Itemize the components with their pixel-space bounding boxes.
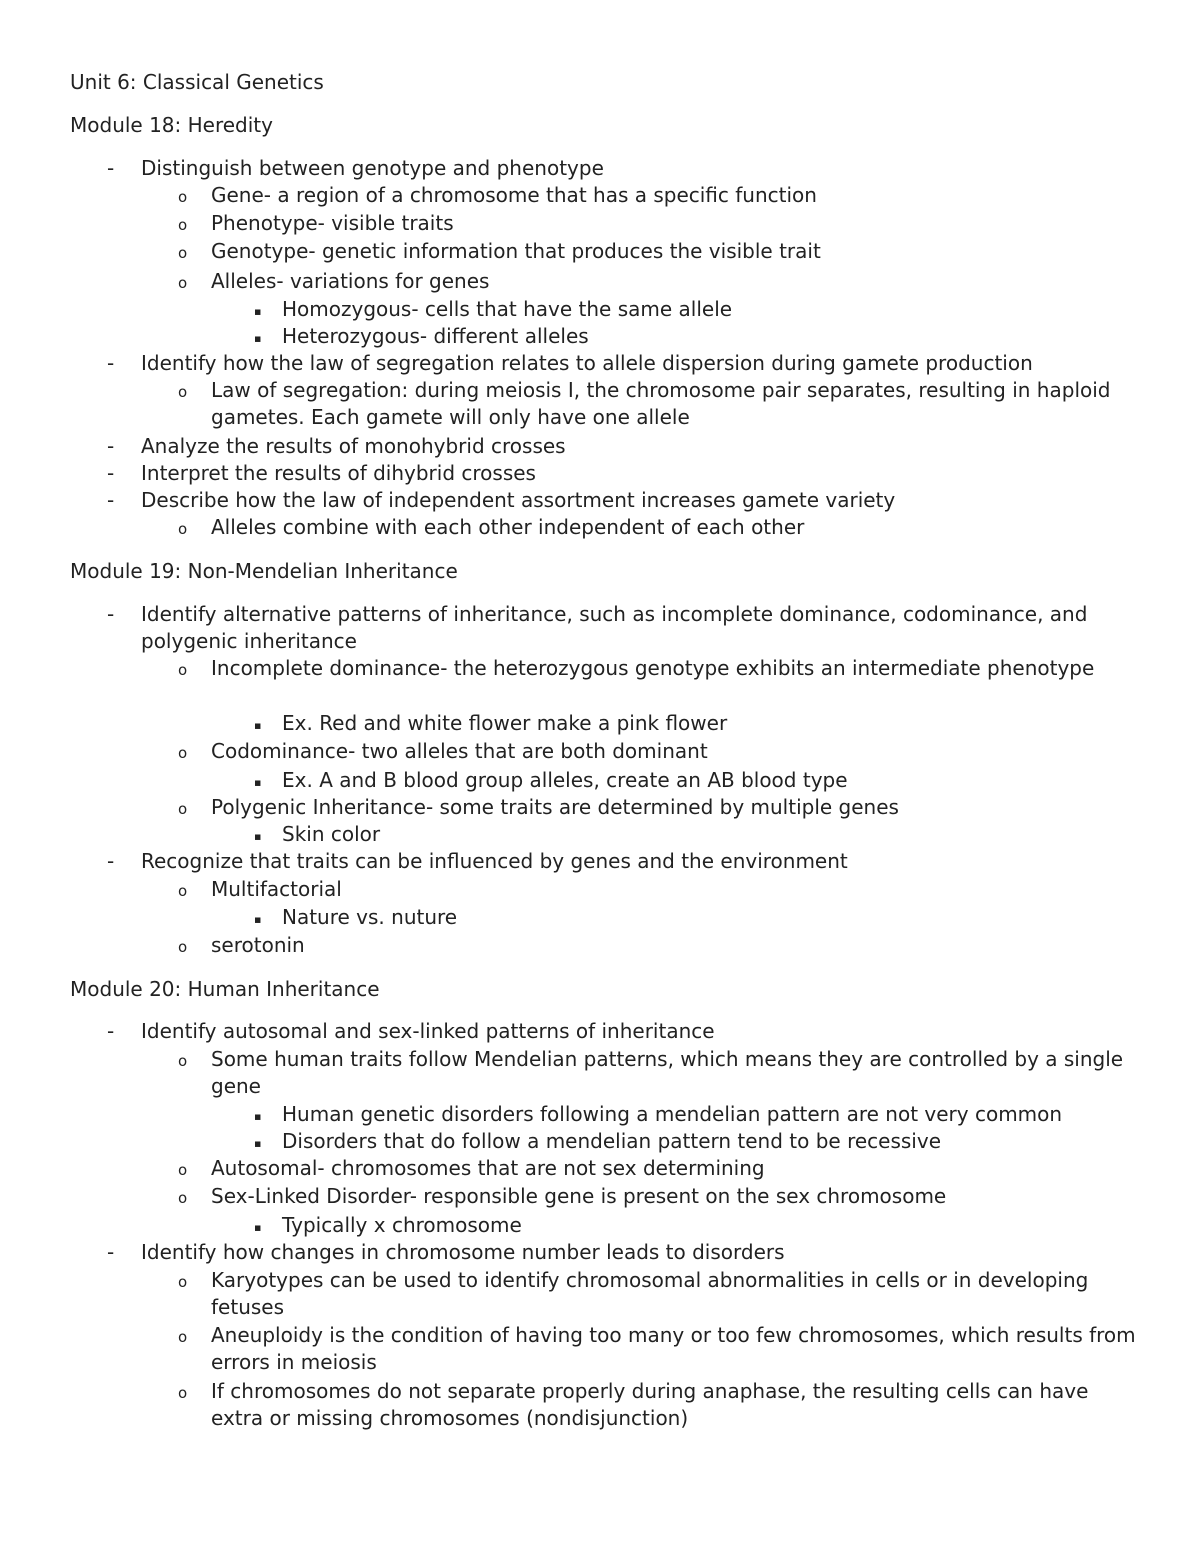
list-item (178, 268, 1141, 295)
list-item-text: Genotype- genetic information that produces the visible trait (211, 239, 821, 263)
circle-bullet: o (178, 1052, 188, 1070)
circle-bullet: o (178, 938, 188, 956)
circle-bullet: o (178, 661, 188, 679)
list-item (107, 433, 1141, 460)
circle-bullet: o (178, 216, 188, 234)
dash-bullet: - (107, 849, 115, 873)
list-item (178, 1155, 1141, 1182)
list-item-text: Ex. A and B blood group alleles, create an AB blood type (282, 768, 848, 792)
list-item (178, 377, 1141, 432)
list-item (178, 794, 1141, 821)
list-item (178, 1322, 1141, 1377)
list-item-text: Alleles combine with each other independent of each other (211, 515, 805, 539)
list-item (254, 1101, 1142, 1128)
list-item-text: Describe how the law of independent assortment increases gamete variety (141, 488, 896, 512)
list-item-text: Gene- a region of a chromosome that has a specific function (211, 183, 817, 207)
list-item-text: Interpret the results of dihybrid crosses (141, 461, 536, 485)
list-item-text: Karyotypes can be used to identify chromosomal abnormalities in cells or in developing fetuses (211, 1268, 1089, 1320)
list-item (178, 210, 1141, 237)
circle-bullet: o (178, 1161, 188, 1179)
circle-bullet: o (178, 800, 188, 818)
list-item-text: serotonin (211, 933, 305, 957)
list-item (254, 1212, 1142, 1239)
list-item (254, 710, 1142, 737)
square-bullet: ▪ (254, 776, 262, 789)
list-item-text: Disorders that do follow a mendelian pattern tend to be recessive (282, 1129, 942, 1153)
dash-bullet: - (107, 461, 115, 485)
list-item (178, 238, 1141, 265)
list-item-text: Identify autosomal and sex-linked patterns of inheritance (141, 1019, 715, 1043)
dash-bullet: - (107, 488, 115, 512)
list-item (178, 1267, 1141, 1322)
circle-bullet: o (178, 244, 188, 262)
module-18-title: Module 18: Heredity (70, 113, 273, 137)
list-item (107, 350, 1141, 377)
list-item-text: Incomplete dominance- the heterozygous genotype exhibits an intermediate phenotype (211, 656, 1095, 680)
list-item-text: Polygenic Inheritance- some traits are determined by multiple genes (211, 795, 899, 819)
list-item-text: Sex-Linked Disorder- responsible gene is present on the sex chromosome (211, 1184, 947, 1208)
square-bullet: ▪ (254, 332, 262, 345)
list-item-text: Alleles- variations for genes (211, 269, 490, 293)
list-item-text: Multifactorial (211, 877, 342, 901)
list-item (107, 1018, 1141, 1045)
circle-bullet: o (178, 274, 188, 292)
circle-bullet: o (178, 188, 188, 206)
list-item-text: Heterozygous- different alleles (282, 324, 589, 348)
list-item (178, 738, 1141, 765)
list-item-text: Phenotype- visible traits (211, 211, 454, 235)
module-20-title: Module 20: Human Inheritance (70, 977, 380, 1001)
dash-bullet: - (107, 351, 115, 375)
list-item (178, 655, 1141, 682)
list-item (178, 1046, 1141, 1101)
list-item-text: Distinguish between genotype and phenotype (141, 156, 604, 180)
list-item-text: Law of segregation: during meiosis I, the chromosome pair separates, resulting in haploid gametes. Each gamete will only have one allele (211, 378, 1111, 430)
square-bullet: ▪ (254, 1221, 262, 1234)
list-item (254, 767, 1142, 794)
list-item-text: If chromosomes do not separate properly during anaphase, the resulting cells can have extra or missing chromosomes (nondisjunction) (211, 1379, 1089, 1431)
list-item-text: Skin color (282, 822, 381, 846)
circle-bullet: o (178, 744, 188, 762)
list-item (178, 1378, 1141, 1433)
list-item-text: Aneuploidy is the condition of having too many or too few chromosomes, which results from errors in meiosis (211, 1323, 1136, 1375)
list-item (254, 904, 1142, 931)
list-item (178, 876, 1141, 903)
list-item (107, 487, 1141, 514)
circle-bullet: o (178, 1189, 188, 1207)
list-item-text: Nature vs. nuture (282, 905, 458, 929)
dash-bullet: - (107, 602, 115, 626)
square-bullet: ▪ (254, 1110, 262, 1123)
circle-bullet: o (178, 882, 188, 900)
circle-bullet: o (178, 383, 188, 401)
list-item-text: Recognize that traits can be influenced by genes and the environment (141, 849, 848, 873)
circle-bullet: o (178, 1384, 188, 1402)
dash-bullet: - (107, 156, 115, 180)
list-item-text: Homozygous- cells that have the same allele (282, 297, 733, 321)
module-19-title: Module 19: Non-Mendelian Inheritance (70, 559, 458, 583)
square-bullet: ▪ (254, 719, 262, 732)
list-item (107, 460, 1141, 487)
circle-bullet: o (178, 1328, 188, 1346)
list-item (107, 1239, 1141, 1266)
circle-bullet: o (178, 520, 188, 538)
list-item-text: Identify alternative patterns of inheritance, such as incomplete dominance, codominance, and polygenic inheritance (141, 602, 1088, 654)
list-item (107, 155, 1141, 182)
square-bullet: ▪ (254, 305, 262, 318)
dash-bullet: - (107, 1240, 115, 1264)
list-item (178, 182, 1141, 209)
list-item-text: Autosomal- chromosomes that are not sex determining (211, 1156, 765, 1180)
dash-bullet: - (107, 1019, 115, 1043)
dash-bullet: - (107, 434, 115, 458)
list-item (107, 848, 1141, 875)
list-item-text: Ex. Red and white flower make a pink flower (282, 711, 728, 735)
list-item-text: Codominance- two alleles that are both dominant (211, 739, 708, 763)
list-item-text: Identify how changes in chromosome number leads to disorders (141, 1240, 785, 1264)
circle-bullet: o (178, 1273, 188, 1291)
list-item (107, 601, 1141, 656)
list-item (178, 1183, 1141, 1210)
list-item-text: Analyze the results of monohybrid crosses (141, 434, 566, 458)
unit-title: Unit 6: Classical Genetics (70, 70, 324, 94)
list-item-text: Typically x chromosome (282, 1213, 522, 1237)
list-item-text: Identify how the law of segregation relates to allele dispersion during gamete production (141, 351, 1033, 375)
list-item (178, 514, 1141, 541)
square-bullet: ▪ (254, 1137, 262, 1150)
list-item (254, 821, 1142, 848)
list-item (254, 323, 1142, 350)
list-item (254, 1128, 1142, 1155)
list-item-text: Some human traits follow Mendelian patterns, which means they are controlled by a single gene (211, 1047, 1124, 1099)
list-item (254, 296, 1142, 323)
square-bullet: ▪ (254, 830, 262, 843)
list-item (178, 932, 1141, 959)
list-item-text: Human genetic disorders following a mendelian pattern are not very common (282, 1102, 1063, 1126)
square-bullet: ▪ (254, 913, 262, 926)
